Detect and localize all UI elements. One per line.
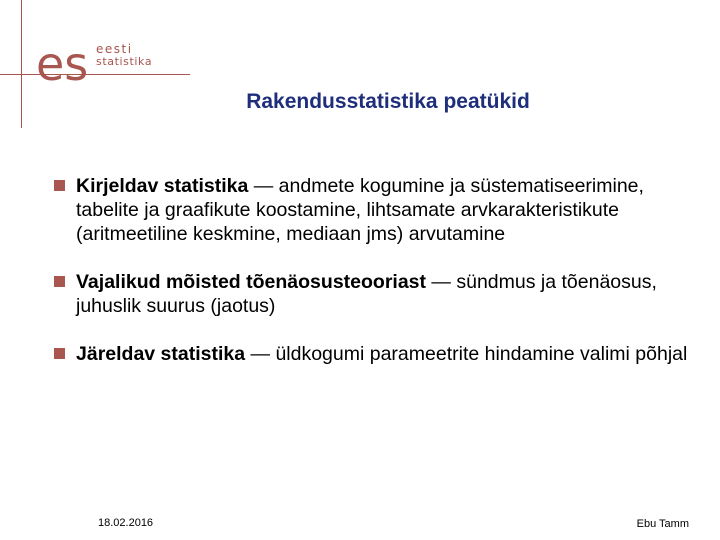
logo-text-line1: eesti [96,42,133,56]
logo-graphic [30,38,190,86]
square-bullet-icon [54,276,65,287]
bullet-item [54,174,694,246]
bullet-term: Vajalikud mõisted tõenäosusteooriast [76,271,427,293]
footer-author: Ebu Tamm [636,518,689,530]
eesti-statistika-logo [30,38,190,86]
bullet-text: — üldkogumi parameetrite hindamine valimi põhjal [245,343,688,365]
logo-mark: es [36,38,89,86]
square-bullet-icon [54,348,65,359]
footer-date: 18.02.2016 [98,517,154,529]
slide-title: Rakendusstatistika peatükid [246,90,530,113]
bullet-item [54,270,694,318]
bullet-term: Järeldav statistika [76,343,246,365]
bullet-text: — sündmus ja tõenäosus, juhuslik suurus (jaotus) [76,271,657,317]
bullet-text: — andmete kogumine ja süstematiseerimine, tabelite ja graafikute koostamine, lihtsamate arvkarakteristikute (aritmeetiline keskmine, mediaan jms) arvutamine [76,175,644,245]
bullet-term: Kirjeldav statistika [76,175,249,197]
bullet-item [54,342,694,366]
logo-text-line2: statistika [96,55,153,68]
square-bullet-icon [54,180,65,191]
bullet-list [54,174,694,390]
